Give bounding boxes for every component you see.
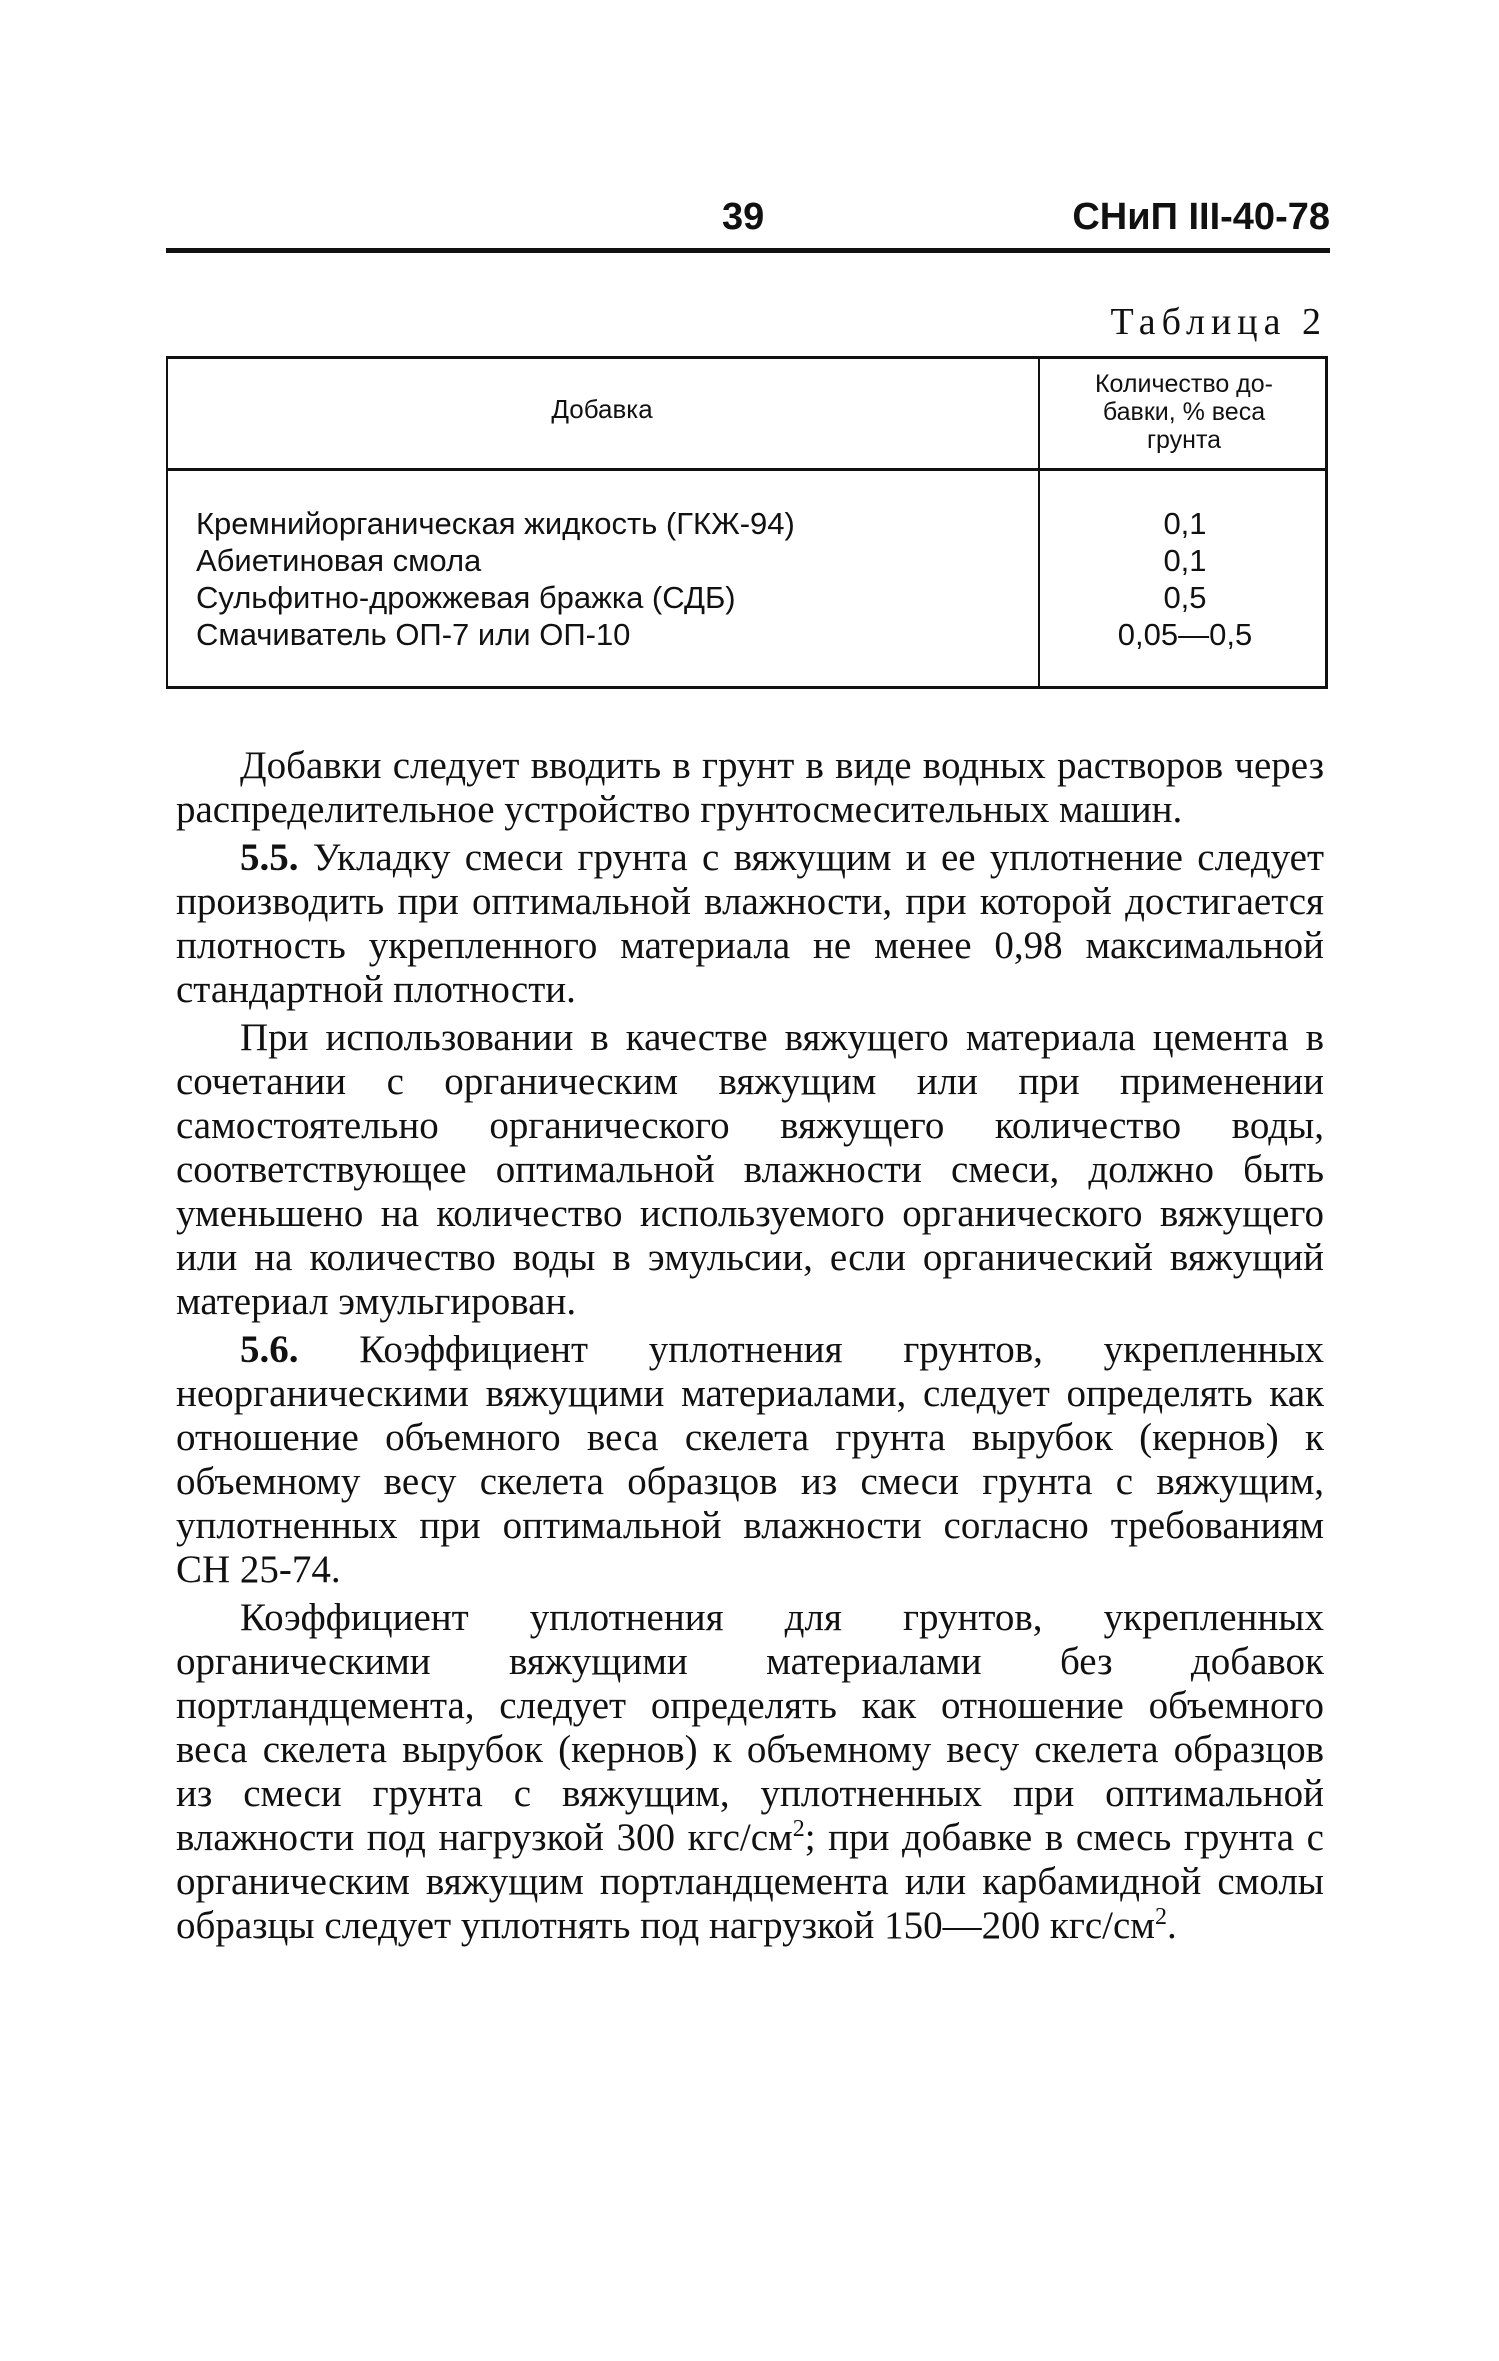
table-row xyxy=(196,580,1326,617)
header-rule xyxy=(166,248,1330,253)
table-row xyxy=(196,506,1326,543)
table-row xyxy=(196,617,1326,654)
column-header-amount-line3: грунта xyxy=(1146,426,1222,454)
row-amount-value: 0,1 xyxy=(1163,543,1207,578)
clause-text: Укладку смеси грунта с вяжущим и ее уплотнение следует производить при оптимальной влажности, при которой достигается плотность укрепленного материала не менее 0,98 максимальной стандартной плотности. xyxy=(176,836,1325,1011)
row-amount-value: 0,05—0,5 xyxy=(1117,617,1253,652)
paragraph-water-reduction: При использовании в качестве вяжущего материала цемента в сочетании с органическим вяжущим или при применении самостоятельно органического вяжущего количество воды, соответствующее оптимальной влажности смеси, должно быть уменьшено на количество используемого органического вяжущего или на количество воды в эмульсии, если органический вяжущий материал эмульгирован. xyxy=(176,1016,1324,1323)
column-header-amount-line2: бавки, % веса xyxy=(1102,398,1266,426)
table-caption: Таблица 2 xyxy=(1110,301,1327,343)
column-header-additive: Добавка xyxy=(551,394,653,424)
text-part: Коэффициент уплотнения для грунтов, укрепленных органическими вяжущими материалами без добавок портландцемента, следует определять как отношение объемного веса скелета вырубок (кернов) к объемному весу скелета образцов из смеси грунта с вяжущим, уплотненных при оптимальной влажности под нагрузкой 300 кгс/см xyxy=(176,1596,1324,1859)
table-row xyxy=(196,543,1326,580)
row-amount-value: 0,5 xyxy=(1163,580,1207,615)
table-bottom-border xyxy=(166,686,1328,689)
page-header xyxy=(166,196,1330,256)
clause-number: 5.5. xyxy=(240,836,299,879)
superscript: 2 xyxy=(792,1816,805,1842)
row-additive-name: Кремнийорганическая жидкость (ГКЖ-94) xyxy=(196,506,795,541)
table-header-divider xyxy=(166,468,1328,471)
row-additive-name: Смачиватель ОП-7 или ОП-10 xyxy=(196,617,631,652)
text-part: ; при добавке в смесь грунта с органическим вяжущим портландцемента или карбамидной смолы образцы следует уплотнять под нагрузкой 150—200 кгс/см xyxy=(176,1816,1324,1947)
column-header-amount-line1: Количество до- xyxy=(1094,370,1273,398)
clause-text: Коэффициент уплотнения грунтов, укрепленных неорганическими вяжущими материалами, следует определять как отношение объемного веса скелета грунта вырубок (кернов) к объемному весу скелета образцов из смеси грунта с вяжущим, уплотненных при оптимальной влажности согласно требованиям СН 25-74. xyxy=(176,1328,1324,1591)
paragraph-5-5 xyxy=(176,836,1324,1012)
clause-number: 5.6. xyxy=(240,1328,299,1371)
row-additive-name: Абиетиновая смола xyxy=(196,543,482,578)
row-amount-value: 0,1 xyxy=(1163,506,1207,541)
table-top-border xyxy=(166,356,1328,359)
paragraph-additives-intro: Добавки следует вводить в грунт в виде водных растворов через распределительное устройство грунтосмесительных машин. xyxy=(176,744,1324,831)
table-body xyxy=(196,506,1326,654)
row-additive-name: Сульфитно-дрожжевая бражка (СДБ) xyxy=(196,580,736,615)
additives-table xyxy=(166,356,1328,690)
page-number: 39 xyxy=(722,196,765,238)
body-text xyxy=(176,744,1324,1952)
superscript: 2 xyxy=(1154,1904,1167,1930)
column-header-amount xyxy=(1040,370,1328,454)
paragraph-5-6 xyxy=(176,1328,1324,1592)
text-part: . xyxy=(1166,1904,1177,1947)
document-code: СНиП III-40-78 xyxy=(1072,196,1330,238)
paragraph-compaction-organic xyxy=(176,1596,1324,1948)
